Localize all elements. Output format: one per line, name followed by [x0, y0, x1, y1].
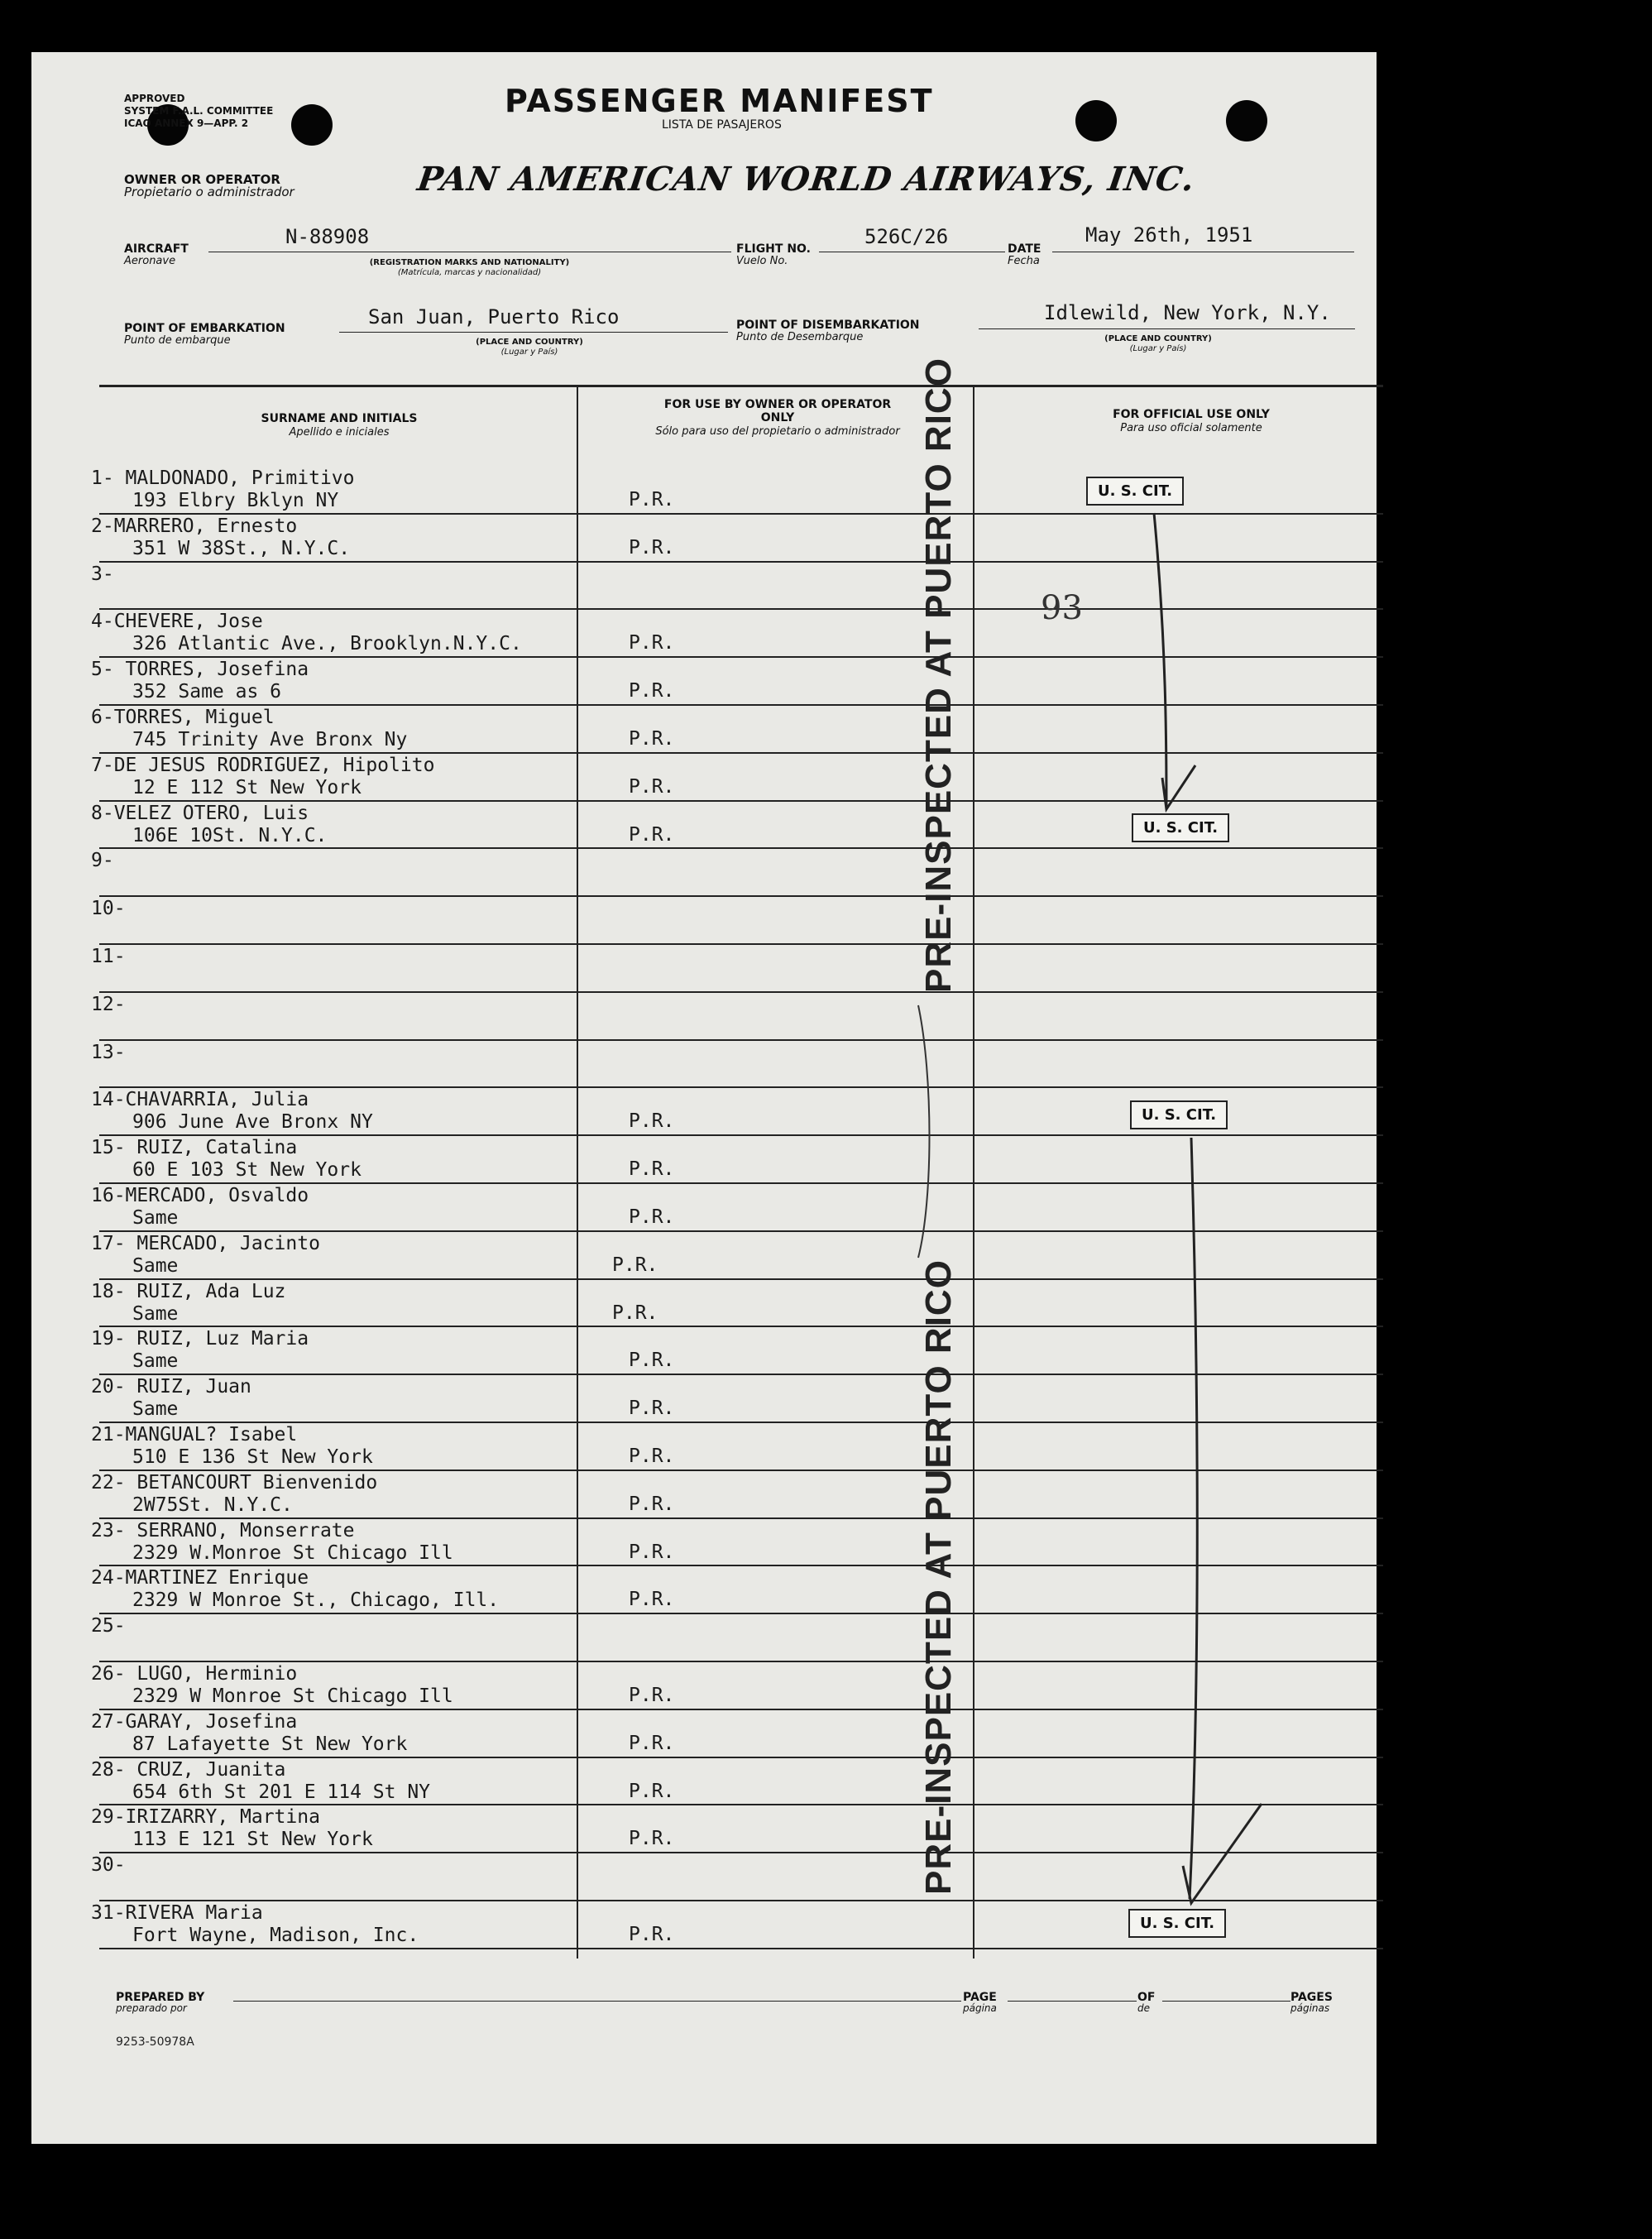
- passenger-mark: P.R.: [629, 1446, 675, 1467]
- passenger-address: 745 Trinity Ave Bronx Ny: [132, 729, 408, 750]
- passenger-address: Same: [132, 1302, 179, 1325]
- disembark-value: Idlewild, New York, N.Y.: [1044, 301, 1331, 324]
- row-rule: [99, 1900, 1383, 1901]
- passenger-address: 654 6th St 201 E 114 St NY: [132, 1781, 431, 1803]
- table-top-rule: [99, 385, 1383, 387]
- owner-use-column-header: FOR USE BY OWNER OR OPERATOR ONLY Sólo para uso del propietario o administrador: [655, 398, 900, 438]
- page-label: PAGE página: [963, 1991, 997, 2014]
- passenger-mark: P.R.: [629, 1206, 675, 1228]
- passenger-address: Same: [132, 1254, 179, 1277]
- passenger-mark: P.R.: [629, 1780, 675, 1802]
- passenger-address: 326 Atlantic Ave., Brooklyn.N.Y.C.: [132, 633, 522, 655]
- form-title: PASSENGER MANIFEST: [505, 83, 934, 119]
- preinspected-stamp: PRE-INSPECTED AT PUERTO RICO: [918, 357, 959, 993]
- flight-value: 526C/26: [864, 225, 949, 248]
- passenger-name: 31-RIVERA Maria: [91, 1902, 263, 1924]
- row-rule: [99, 847, 1383, 849]
- passenger-mark: P.R.: [612, 1254, 658, 1276]
- us-citizen-stamp: U. S. CIT.: [1086, 477, 1184, 506]
- embark-line: [339, 332, 728, 333]
- approval-note: APPROVED SYSTEM F.A.L. COMMITTEE ICAO ANNEX 9—APP. 2: [124, 93, 274, 129]
- passenger-name: 6-TORRES, Miguel: [91, 707, 275, 728]
- row-rule: [99, 1422, 1383, 1423]
- passenger-name: 5- TORRES, Josefina: [91, 659, 309, 681]
- passenger-name: 26- LUGO, Herminio: [91, 1663, 298, 1685]
- passenger-name: 9-: [91, 850, 114, 872]
- row-rule: [99, 752, 1383, 754]
- row-rule: [99, 1852, 1383, 1853]
- prepared-by-label: PREPARED BY preparado por: [116, 1991, 205, 2014]
- row-rule: [99, 1134, 1383, 1136]
- registration-note: (REGISTRATION MARKS AND NATIONALITY) (Matrícula, marcas y nacionalidad): [369, 258, 570, 277]
- passenger-mark: P.R.: [629, 728, 675, 750]
- passenger-address: 2W75St. N.Y.C.: [132, 1493, 293, 1516]
- passenger-mark: P.R.: [629, 1589, 675, 1611]
- row-rule: [99, 1948, 1383, 1949]
- flight-label: FLIGHT NO. Vuelo No.: [736, 242, 811, 267]
- punch-hole: [291, 104, 333, 146]
- row-rule: [99, 561, 1383, 563]
- passenger-address: Same: [132, 1207, 179, 1229]
- row-rule: [99, 1182, 1383, 1184]
- us-citizen-stamp: U. S. CIT.: [1130, 1100, 1228, 1129]
- passenger-address: Same: [132, 1350, 179, 1373]
- row-rule: [99, 1326, 1383, 1327]
- row-rule: [99, 608, 1383, 610]
- row-rule: [99, 704, 1383, 706]
- row-rule: [99, 991, 1383, 993]
- embark-place-note: (PLACE AND COUNTRY) (Lugar y País): [476, 338, 583, 357]
- passenger-mark: P.R.: [629, 489, 675, 511]
- us-citizen-stamp: U. S. CIT.: [1132, 813, 1229, 842]
- passenger-address: 906 June Ave Bronx NY: [132, 1111, 373, 1134]
- passenger-name: 29-IRIZARRY, Martina: [91, 1806, 320, 1829]
- passenger-name: 12-: [91, 993, 126, 1015]
- passenger-name: 18- RUIZ, Ada Luz: [91, 1280, 286, 1302]
- preinspected-stamp: PRE-INSPECTED AT PUERTO RICO: [918, 1259, 959, 1895]
- passenger-mark: P.R.: [629, 1493, 675, 1515]
- row-rule: [99, 1374, 1383, 1375]
- date-label: DATE Fecha: [1008, 242, 1041, 267]
- passenger-name: 3-: [91, 563, 114, 585]
- row-rule: [99, 1278, 1383, 1280]
- passenger-mark: P.R.: [629, 1828, 675, 1850]
- passenger-name: 21-MANGUAL? Isabel: [91, 1424, 298, 1446]
- row-rule: [99, 1517, 1383, 1519]
- passenger-name: 27-GARAY, Josefina: [91, 1710, 298, 1733]
- passenger-mark: P.R.: [629, 1110, 675, 1133]
- passenger-address: 2329 W Monroe St Chicago Ill: [132, 1685, 453, 1707]
- disembark-label: POINT OF DISEMBARKATION Punto de Desembarque: [736, 319, 920, 343]
- passenger-mark: P.R.: [629, 823, 675, 846]
- passenger-name: 4-CHEVERE, Jose: [91, 611, 263, 633]
- row-rule: [99, 656, 1383, 658]
- official-number: 93: [1041, 589, 1083, 627]
- column-divider: [973, 386, 974, 1959]
- form-code: 9253-50978A: [116, 2035, 194, 2049]
- aircraft-value: N-88908: [285, 225, 370, 248]
- passenger-address: 510 E 136 St New York: [132, 1446, 373, 1468]
- row-rule: [99, 943, 1383, 945]
- pages-label: PAGES páginas: [1290, 1991, 1333, 2014]
- passenger-address: 352 Same as 6: [132, 681, 282, 703]
- passenger-address: 2329 W.Monroe St Chicago Ill: [132, 1541, 453, 1564]
- passenger-name: 19- RUIZ, Luz Maria: [91, 1328, 309, 1350]
- embark-label: POINT OF EMBARKATION Punto de embarque: [124, 322, 285, 347]
- row-rule: [99, 895, 1383, 897]
- passenger-name: 25-: [91, 1615, 126, 1637]
- passenger-name: 23- SERRANO, Monserrate: [91, 1519, 355, 1541]
- punch-hole: [1226, 100, 1267, 141]
- passenger-name: 17- MERCADO, Jacinto: [91, 1232, 320, 1254]
- column-divider: [577, 386, 578, 1959]
- passenger-address: 351 W 38St., N.Y.C.: [132, 537, 351, 559]
- passenger-mark: P.R.: [629, 536, 675, 559]
- row-rule: [99, 1757, 1383, 1758]
- airline-name: PAN AMERICAN WORLD AIRWAYS, INC.: [414, 160, 1198, 199]
- passenger-mark: P.R.: [629, 1158, 675, 1181]
- passenger-name: 8-VELEZ OTERO, Luis: [91, 802, 309, 824]
- disembark-line: [979, 328, 1355, 329]
- row-rule: [99, 1086, 1383, 1088]
- row-rule: [99, 1039, 1383, 1041]
- passenger-mark: P.R.: [629, 1350, 675, 1372]
- passenger-mark: P.R.: [629, 1685, 675, 1706]
- owner-label: OWNER OR OPERATOR Propietario o administrador: [124, 172, 294, 199]
- form-subtitle: LISTA DE PASAJEROS: [662, 118, 782, 132]
- passenger-mark: P.R.: [612, 1302, 658, 1324]
- passenger-name: 22- BETANCOURT Bienvenido: [91, 1471, 378, 1493]
- us-citizen-stamp: U. S. CIT.: [1128, 1909, 1226, 1938]
- passenger-name: 15- RUIZ, Catalina: [91, 1137, 298, 1159]
- row-rule: [99, 1230, 1383, 1232]
- row-rule: [99, 1661, 1383, 1662]
- passenger-name: 1- MALDONADO, Primitivo: [91, 467, 355, 489]
- row-rule: [99, 1469, 1383, 1471]
- punch-hole: [1075, 100, 1117, 141]
- passenger-mark: P.R.: [629, 680, 675, 702]
- passenger-name: 28- CRUZ, Juanita: [91, 1758, 286, 1781]
- date-value: May 26th, 1951: [1085, 223, 1253, 247]
- passenger-address: 113 E 121 St New York: [132, 1829, 373, 1851]
- passenger-mark: P.R.: [629, 1732, 675, 1754]
- page-line: [1008, 2001, 1137, 2002]
- of-line: [1162, 2001, 1290, 2002]
- passenger-name: 11-: [91, 946, 126, 967]
- passenger-name: 16-MERCADO, Osvaldo: [91, 1185, 309, 1206]
- row-rule: [99, 1613, 1383, 1614]
- aircraft-label: AIRCRAFT Aeronave: [124, 242, 189, 267]
- passenger-address: 106E 10St. N.Y.C.: [132, 824, 328, 846]
- passenger-mark: P.R.: [629, 775, 675, 798]
- passenger-name: 20- RUIZ, Juan: [91, 1376, 251, 1398]
- passenger-mark: P.R.: [629, 1924, 675, 1945]
- surname-column-header: SURNAME AND INITIALS Apellido e iniciales: [261, 412, 418, 439]
- passenger-address: 193 Elbry Bklyn NY: [132, 490, 339, 511]
- passenger-mark: P.R.: [629, 1541, 675, 1563]
- passenger-name: 7-DE JESUS RODRIGUEZ, Hipolito: [91, 754, 435, 776]
- row-rule: [99, 1565, 1383, 1566]
- official-use-column-header: FOR OFFICIAL USE ONLY Para uso oficial solamente: [1113, 408, 1270, 434]
- passenger-name: 13-: [91, 1041, 126, 1063]
- passenger-address: 60 E 103 St New York: [132, 1159, 362, 1182]
- passenger-name: 10-: [91, 898, 126, 920]
- row-rule: [99, 1709, 1383, 1710]
- passenger-name: 14-CHAVARRIA, Julia: [91, 1089, 309, 1111]
- prepared-line: [233, 2001, 961, 2002]
- passenger-address: 2329 W Monroe St., Chicago, Ill.: [132, 1589, 500, 1612]
- of-label: OF de: [1137, 1991, 1156, 2014]
- passenger-mark: P.R.: [629, 632, 675, 654]
- passenger-address: 87 Lafayette St New York: [132, 1733, 408, 1755]
- disembark-place-note: (PLACE AND COUNTRY) (Lugar y País): [1104, 334, 1212, 353]
- passenger-mark: P.R.: [629, 1398, 675, 1420]
- passenger-name: 24-MARTINEZ Enrique: [91, 1567, 309, 1589]
- row-rule: [99, 1804, 1383, 1805]
- passenger-address: 12 E 112 St New York: [132, 776, 362, 798]
- passenger-name: 2-MARRERO, Ernesto: [91, 515, 298, 537]
- row-rule: [99, 513, 1383, 515]
- row-rule: [99, 800, 1383, 802]
- passenger-address: Same: [132, 1398, 179, 1421]
- passenger-address: Fort Wayne, Madison, Inc.: [132, 1925, 419, 1946]
- passenger-name: 30-: [91, 1854, 126, 1877]
- embark-value: San Juan, Puerto Rico: [368, 305, 620, 328]
